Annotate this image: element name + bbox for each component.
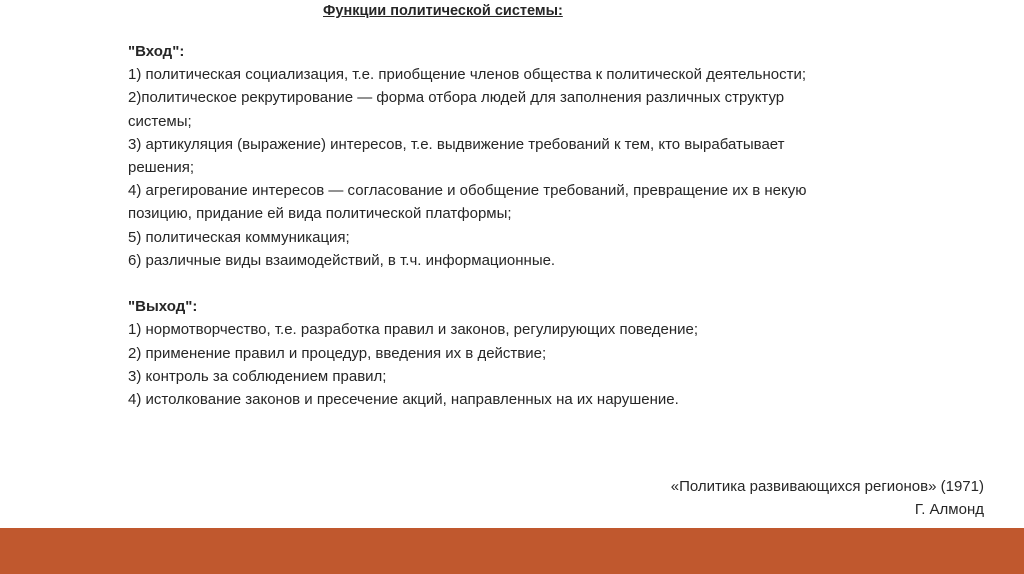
- input-item-1: 1) политическая социализация, т.е. приобщение членов общества к политической деятельности;: [128, 66, 807, 84]
- citation-author: Г. Алмонд: [914, 501, 984, 519]
- slide-title: Функции политической системы:: [323, 3, 563, 19]
- output-section-label: "Выход":: [128, 298, 198, 316]
- input-item-3: 3) артикуляция (выражение) интересов, т.е. выдвижение требований к тем, кто вырабатывает решения;: [128, 135, 785, 177]
- output-item-1: 1) нормотворчество, т.е. разработка правил и законов, регулирующих поведение;: [128, 321, 698, 339]
- input-item-2: 2)политическое рекрутирование — форма отбора людей для заполнения различных структур системы;: [128, 89, 785, 130]
- citation: [671, 475, 984, 521]
- footer-accent-bar: [0, 528, 1024, 574]
- output-item-4: 4) истолкование законов и пресечение акций, направленных на их нарушение.: [128, 391, 679, 409]
- section-spacer: [128, 272, 848, 295]
- input-item-4: 4) агрегирование интересов — согласование и обобщение требований, превращение их в некую позицию, придание ей вида политической платформы;: [128, 182, 807, 223]
- input-item-6: 6) различные виды взаимодействий, в т.ч. информационные.: [128, 251, 556, 269]
- output-item-3: 3) контроль за соблюдением правил;: [128, 367, 387, 385]
- input-item-5: 5) политическая коммуникация;: [128, 228, 350, 246]
- functions-content: [128, 40, 848, 411]
- output-item-2: 2) применение правил и процедур, введения их в действие;: [128, 344, 547, 362]
- citation-work: «Политика развивающихся регионов» (1971): [670, 478, 984, 495]
- input-section-label: "Вход":: [128, 43, 185, 60]
